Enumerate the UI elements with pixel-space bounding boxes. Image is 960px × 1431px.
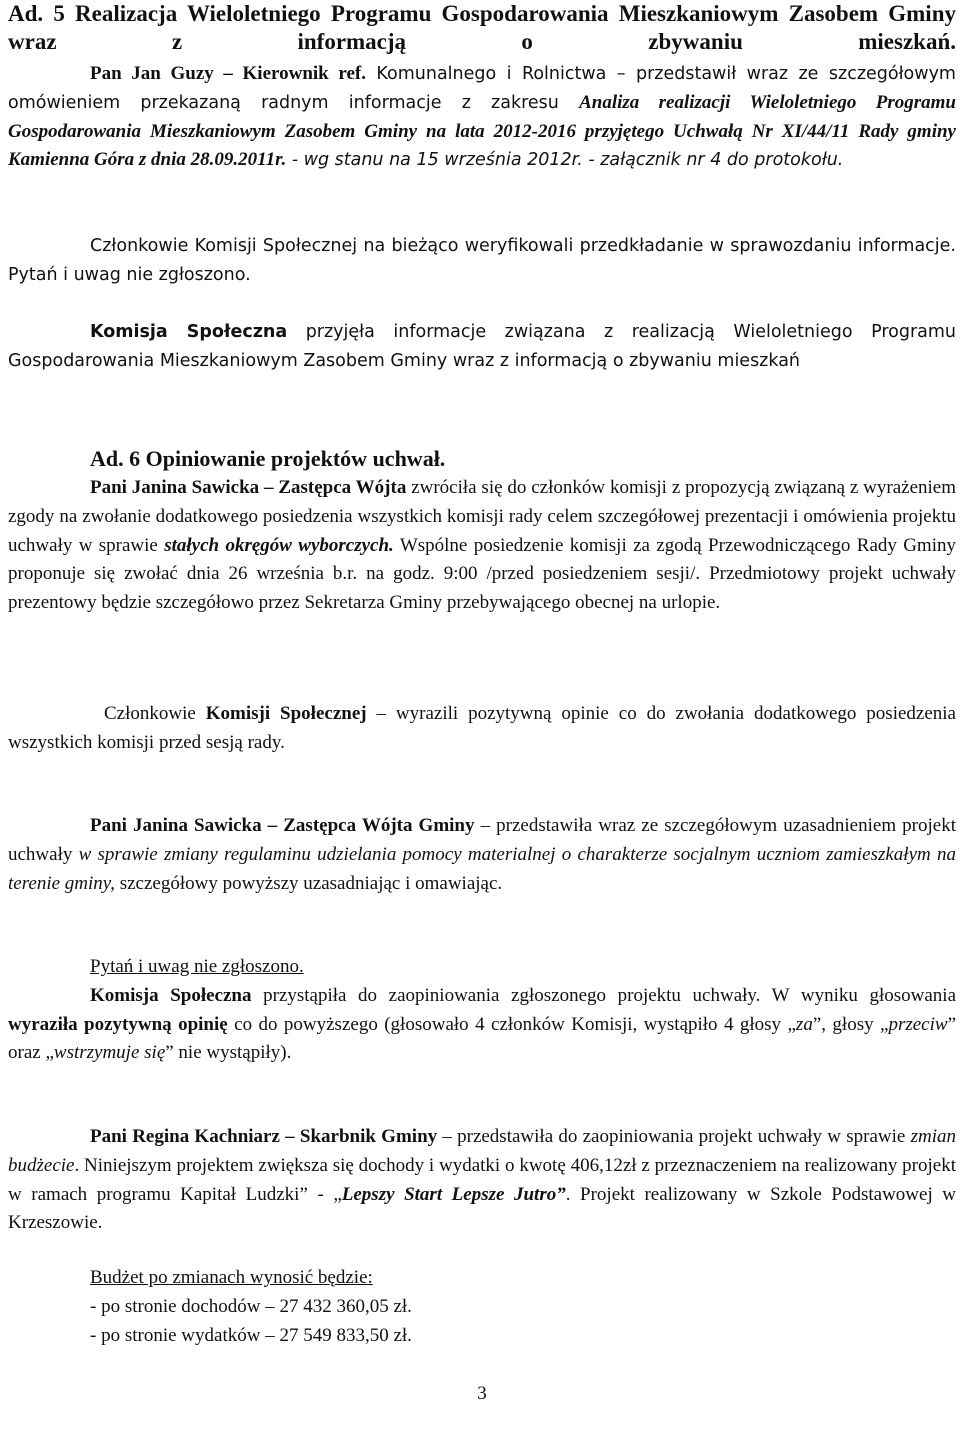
budget-expense-line: - po stronie wydatków – 27 549 833,50 zł.	[90, 1324, 412, 1346]
paragraph-text: przystąpiła do zaopiniowania zgłoszonego projektu uchwały. W wyniku głosowania	[251, 984, 957, 1006]
project-title: zmian budżecie	[8, 1126, 956, 1176]
paragraph-text: Członkowie	[104, 703, 206, 724]
page-number: 3	[477, 1383, 487, 1404]
paragraph-text: . Niniejszym projektem zwiększa się dochody i wydatki o kwotę 406,12zł z przeznaczeniem na realizowany projekt w ramach programu Kapitał Ludzki” - „	[8, 1154, 956, 1205]
paragraph-text: zwróciła się do członków komisji z propozycją związaną z wyrażeniem zgody na zwołanie dodatkowego posiedzenia wszystkich komisji rady celem szczegółowej prezentacji i omówienia projektu uchwały w sprawie	[8, 477, 956, 556]
speaker-name: Pan Jan Guzy – Kierownik ref.	[90, 63, 366, 84]
commission-name: Komisji Społecznej	[205, 703, 367, 724]
paragraph-text: Komunalnego i Rolnictwa – przedstawił wraz ze szczegółowym omówieniem przekazaną radnym informacje z zakresu	[8, 64, 956, 113]
document-title: Analiza realizacji Wieloletniego Programu Gospodarowania Mieszkaniowym Zasobem Gminy na lata 2012-2016 przyjętego Uchwałą Nr XI/44/11 Rady gminy Kamienna Góra z dnia 28.09.2011r.	[8, 91, 956, 171]
vote-abstain: wstrzymuje się	[53, 1042, 166, 1064]
speaker-name: Pani Janina Sawicka – Zastępca Wójta	[90, 477, 407, 498]
paragraph-ad5-report	[8, 60, 956, 175]
paragraph-text: – przedstawiła do zaopiniowania projekt uchwały w sprawie	[437, 1126, 911, 1147]
paragraph-text: ”, głosy „	[812, 1013, 889, 1035]
project-title: w sprawie zmiany regulaminu udzielania pomocy materialnej o charakterze socjalnym uczniom zamieszkałym na terenie gminy,	[8, 843, 956, 894]
speaker-name: Pani Janina Sawicka – Zastępca Wójta Gminy	[90, 815, 475, 836]
paragraph-text: co do powyższego (głosowało 4 członków Komisji, wystąpiło 4 głosy „	[227, 1013, 796, 1035]
budget-summary	[90, 1264, 956, 1350]
budget-income-line: - po stronie dochodów – 27 432 360,05 zł.	[90, 1295, 412, 1317]
paragraph-ad6-budget	[8, 1123, 956, 1238]
paragraph-ad5-members: Członkowie Komisji Społecznej na bieżąco weryfikowali przedkładanie w sprawozdaniu informacje. Pytań i uwag nie zgłoszono.	[8, 236, 956, 285]
commission-name: Komisja Społeczna	[90, 322, 288, 342]
vote-for: za	[795, 1013, 813, 1035]
commission-name: Komisja Społeczna	[90, 984, 252, 1006]
paragraph-text: – przedstawiła wraz ze szczegółowym uzasadnieniem projekt uchwały	[8, 815, 956, 865]
vote-against: przeciw	[888, 1013, 948, 1035]
paragraph-ad5-commission	[8, 318, 956, 376]
paragraph-ad6-proposal	[8, 474, 956, 618]
paragraph-text: ” oraz „	[8, 1013, 956, 1064]
paragraph-text: – wyrazili pozytywną opinie co do zwołania dodatkowego posiedzenia wszystkich komisji przed sesją rady.	[8, 703, 956, 753]
attachment-note: - wg stanu na 15 września 2012r. - załącznik nr 4 do protokołu.	[286, 150, 844, 171]
speaker-name: Pani Regina Kachniarz – Skarbnik Gminy	[90, 1126, 438, 1147]
paragraph-text: . Projekt realizowany w Szkole Podstawowej w Krzeszowie.	[8, 1183, 956, 1234]
program-name: Lepszy Start Lepsze Jutro”	[341, 1183, 566, 1205]
paragraph-ad6-vote	[8, 953, 956, 1068]
project-title: stałych okręgów wyborczych.	[164, 534, 394, 556]
section-heading-ad6: Ad. 6 Opiniowanie projektów uchwał.	[90, 446, 446, 471]
paragraph-text: ” nie wystąpiły).	[165, 1042, 292, 1064]
vote-result: wyraziła pozytywną opinię	[8, 1013, 228, 1035]
document-page	[8, 0, 956, 1431]
no-questions-note: Pytań i uwag nie zgłoszono.	[90, 956, 304, 977]
paragraph-text: Wspólne posiedzenie komisji za zgodą Przewodniczącego Rady Gminy proponuje się zwołać dnia 26 września b.r. na godz. 9:00 /przed posiedzeniem sesji/. Przedmiotowy projekt uchwały prezentowy będzie szczegółowo przez Sekretarza Gminy przebywającego obecnej na urlopie.	[8, 534, 956, 614]
budget-title: Budżet po zmianach wynosić będzie:	[90, 1267, 373, 1288]
paragraph-ad6-opinion	[8, 700, 956, 758]
paragraph-text: szczegółowy powyższy uzasadniając i omawiając.	[114, 872, 503, 894]
section-heading-ad5: Ad. 5 Realizacja Wieloletniego Programu Gospodarowania Mieszkaniowym Zasobem Gminy wraz z informacją o zbywaniu mieszkań.	[8, 1, 956, 54]
paragraph-text: przyjęła informacje związana z realizacją Wieloletniego Programu Gospodarowania Mieszkaniowym Zasobem Gminy wraz z informacją o zbywaniu mieszkań	[8, 322, 957, 371]
paragraph-ad6-regulation	[8, 812, 956, 898]
